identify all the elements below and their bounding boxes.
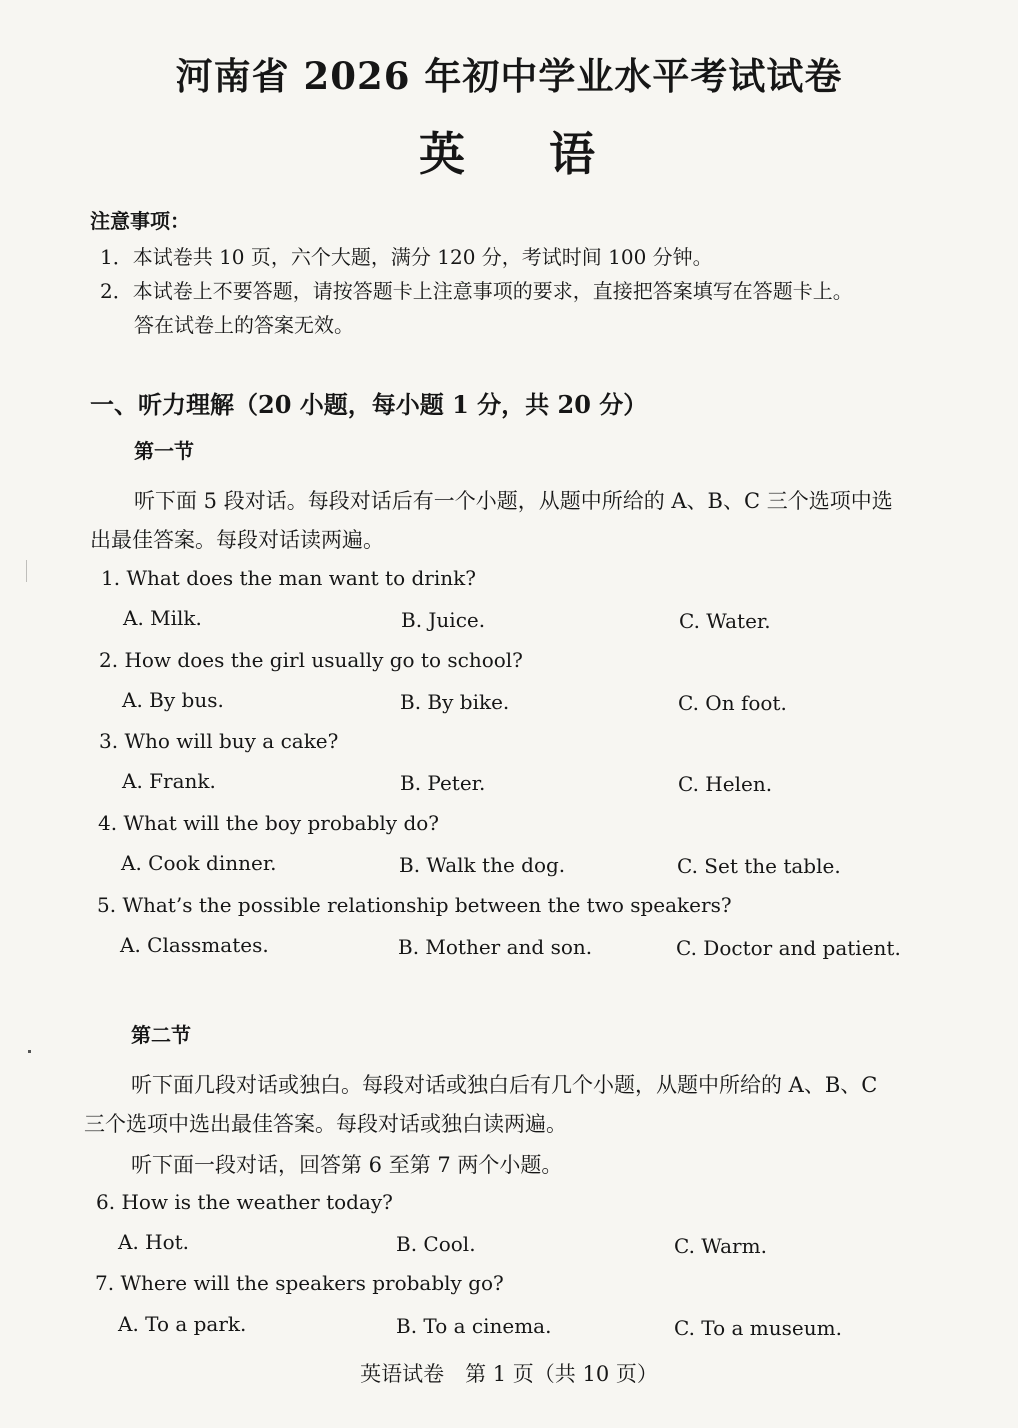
- question-5: 5. What’s the possible relationship between the two speakers?: [97, 893, 732, 917]
- part1-instruction: 听下面 5 段对话。每段对话后有一个小题，从题中所给的 A、B、C 三个选项中选: [134, 489, 893, 513]
- question-1: 1. What does the man want to drink?: [101, 566, 476, 590]
- notice-heading: 注意事项：: [90, 209, 190, 233]
- question-2: 2. How does the girl usually go to school?: [99, 648, 523, 672]
- q6-option-c: C. Warm.: [674, 1234, 767, 1258]
- q2-option-b: B. By bike.: [400, 690, 510, 714]
- q4-option-c: C. Set the table.: [677, 854, 841, 878]
- q5-option-b: B. Mother and son.: [398, 935, 593, 959]
- q2-option-c: C. On foot.: [678, 691, 787, 715]
- q7-option-a: A. To a park.: [118, 1312, 247, 1336]
- page-footer: 英语试卷 第 1 页（共 10 页）: [360, 1362, 658, 1386]
- part1-instruction: 出最佳答案。每段对话读两遍。: [90, 528, 384, 552]
- q6-option-b: B. Cool.: [396, 1232, 476, 1256]
- q1-option-b: B. Juice.: [401, 608, 486, 632]
- notice-item: 1．本试卷共 10 页，六个大题，满分 120 分，考试时间 100 分钟。: [100, 245, 713, 269]
- question-7: 7. Where will the speakers probably go?: [95, 1271, 504, 1295]
- notice-item: 2．本试卷上不要答题，请按答题卡上注意事项的要求，直接把答案填写在答题卡上。: [100, 279, 853, 303]
- q4-option-a: A. Cook dinner.: [121, 851, 277, 875]
- subject-title: 英 语: [418, 127, 599, 181]
- scan-speck: [28, 1050, 31, 1053]
- question-6: 6. How is the weather today?: [96, 1190, 393, 1214]
- scan-speck: [26, 560, 27, 582]
- q5-option-a: A. Classmates.: [120, 933, 269, 957]
- exam-title: 河南省 2026 年初中学业水平考试试卷: [175, 54, 843, 98]
- part2-instruction: 听下面几段对话或独白。每段对话或独白后有几个小题，从题中所给的 A、B、C: [131, 1073, 878, 1097]
- q3-option-b: B. Peter.: [400, 771, 486, 795]
- section1-heading: 一、听力理解（20 小题，每小题 1 分，共 20 分）: [90, 390, 648, 419]
- q1-option-c: C. Water.: [679, 609, 771, 633]
- part2-instruction: 听下面一段对话，回答第 6 至第 7 两个小题。: [131, 1153, 563, 1177]
- q7-option-b: B. To a cinema.: [396, 1314, 552, 1338]
- question-4: 4. What will the boy probably do?: [98, 811, 440, 835]
- q2-option-a: A. By bus.: [122, 688, 224, 712]
- q1-option-a: A. Milk.: [123, 606, 202, 630]
- q5-option-c: C. Doctor and patient.: [676, 936, 901, 960]
- part2-heading: 第二节: [131, 1023, 191, 1047]
- q3-option-c: C. Helen.: [678, 772, 773, 796]
- part2-instruction: 三个选项中选出最佳答案。每段对话或独白读两遍。: [84, 1112, 567, 1136]
- q4-option-b: B. Walk the dog.: [399, 853, 566, 877]
- part1-heading: 第一节: [134, 439, 194, 463]
- q3-option-a: A. Frank.: [122, 769, 216, 793]
- q7-option-c: C. To a museum.: [674, 1316, 842, 1340]
- notice-item: 答在试卷上的答案无效。: [134, 313, 354, 337]
- question-3: 3. Who will buy a cake?: [99, 729, 339, 753]
- q6-option-a: A. Hot.: [118, 1230, 190, 1254]
